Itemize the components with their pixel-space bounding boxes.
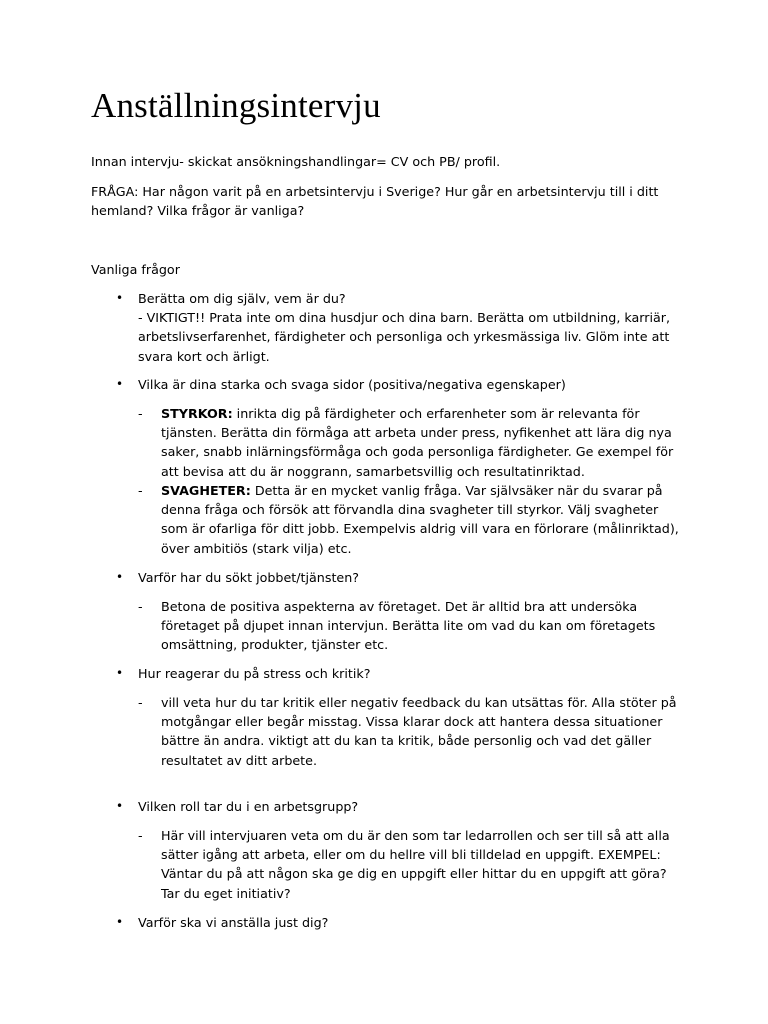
question-text: Vilken roll tar du i en arbetsgrupp? [138,799,359,814]
answer-text [161,481,679,558]
answer-text [161,597,655,655]
list-item-text [138,664,371,683]
answer-line: saker, snabb inlärningsförmåga och goda personliga färdigheter. Ge exempel för [161,444,674,460]
answer-label: STYRKOR: [161,406,233,421]
question-paragraph [91,182,691,220]
answer-line: som är ofarliga för ditt jobb. Exempelvis aldrig vill vara en förlorare (målinriktad), [161,521,679,537]
answer-text [161,826,670,903]
answer-line: att bevisa att du är noggrann, samarbetsvillig och resultatinriktad. [161,463,585,479]
question-line-2: hemland? Vilka frågor är vanliga? [91,203,305,219]
answer-line: Betona de positiva aspekterna av företaget. Det är alltid bra att undersöka [161,599,638,614]
answer-line: denna fråga och försök att förvandla dina svagheter till styrkor. Välj svagheter [161,502,659,518]
bullet-icon: • [116,377,124,391]
question-text: Varför ska vi anställa just dig? [138,915,329,930]
list-item-text [138,913,328,932]
section-heading: Vanliga frågor [91,262,180,277]
list-item-text [138,797,358,816]
answer-first-line: Detta är en mycket vanlig fråga. Var självsäker när du svarar på [250,483,663,498]
bullet-icon: • [116,570,124,584]
list-item-text [138,289,670,366]
answer-label: SVAGHETER: [161,483,251,498]
answer-line: vill veta hur du tar kritik eller negativ feedback du kan utsättas för. Alla stöter på [161,695,677,710]
dash-marker: - [138,406,143,421]
answer-line: företaget på djupet innan intervjun. Berätta lite om vad du kan om företagets [161,618,656,634]
answer-line: motgångar eller begår misstag. Vissa klarar dock att hantera dessa situationer [161,714,663,730]
note-line: arbetslivserfarenhet, färdigheter och personliga och yrkesmässiga liv. Glöm inte att [138,329,670,345]
dash-marker: - [138,695,143,710]
intro-paragraph: Innan intervju- skickat ansökningshandlingar= CV och PB/ profil. [91,154,501,169]
answer-line: omsättning, produkter, tjänster etc. [161,637,389,653]
answer-line: tjänsten. Berätta din förmåga att arbeta under press, nyfikenhet att lära dig nya [161,425,672,441]
dash-marker: - [138,599,143,614]
dash-marker: - [138,828,143,843]
list-item-text [138,568,359,587]
answer-text [161,693,677,770]
note-line: svara kort och ärligt. [138,348,270,364]
question-text: Berätta om dig själv, vem är du? [138,291,346,306]
document-title: Anställningsintervju [91,86,381,125]
dash-marker: - [138,483,143,498]
question-text: Hur reagerar du på stress och kritik? [138,666,371,681]
answer-line: Tar du eget initiativ? [161,885,291,901]
note-line: - VIKTIGT!! Prata inte om dina husdjur och dina barn. Berätta om utbildning, karriär, [138,310,671,326]
answer-first-line: inrikta dig på färdigheter och erfarenheter som är relevanta för [232,406,640,421]
bullet-icon: • [116,799,124,813]
question-line-1: FRÅGA: Har någon varit på en arbetsintervju i Sverige? Hur går en arbetsintervju till i ditt [91,184,659,199]
answer-line: Här vill intervjuaren veta om du är den som tar ledarrollen och ser till så att alla [161,828,670,843]
question-text: Varför har du sökt jobbet/tjänsten? [138,570,360,585]
list-item-text [138,375,566,394]
bullet-icon: • [116,666,124,680]
bullet-icon: • [116,915,124,929]
answer-line: Väntar du på att någon ska ge dig en uppgift eller hittar du en uppgift att göra? [161,866,667,882]
answer-line: över ambitiös (stark vilja) etc. [161,540,352,556]
question-text: Vilka är dina starka och svaga sidor (positiva/negativa egenskaper) [138,377,566,392]
bullet-icon: • [116,291,124,305]
answer-text [161,404,673,481]
answer-line: sätter igång att arbeta, eller om du hellre vill bli tilldelad en uppgift. EXEMPEL: [161,847,661,863]
answer-line: bättre än andra. viktigt att du kan ta kritik, både personlig och vad det gäller [161,733,652,749]
answer-line: resultatet av ditt arbete. [161,752,317,768]
